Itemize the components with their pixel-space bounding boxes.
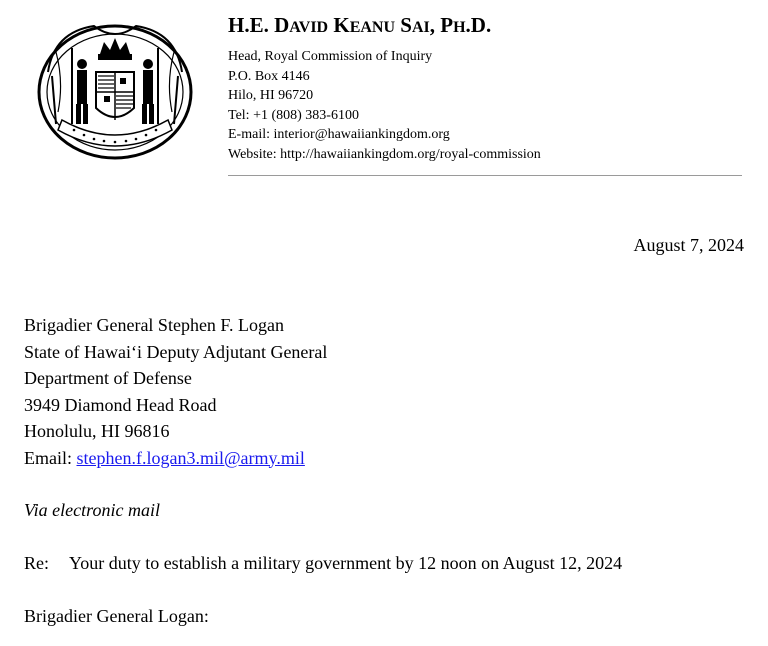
recipient-email-line bbox=[24, 445, 327, 472]
salutation: Brigadier General Logan: bbox=[24, 606, 209, 626]
recipient-name: Brigadier General Stephen F. Logan bbox=[24, 315, 284, 335]
recipient-position: State of Hawaiʻi Deputy Adjutant General bbox=[24, 341, 328, 362]
sender-city: Hilo, HI 96720 bbox=[228, 88, 314, 103]
subject-text: Your duty to establish a military government by 12 noon on August 12, 2024 bbox=[69, 553, 623, 573]
recipient-email-link[interactable]: stephen.f.logan3.mil@army.mil bbox=[76, 447, 305, 468]
sender-po-box: P.O. Box 4146 bbox=[228, 68, 310, 84]
letterhead-divider bbox=[228, 175, 742, 176]
sender-title: Head, Royal Commission of Inquiry bbox=[228, 49, 433, 64]
recipient-city: Honolulu, HI 96816 bbox=[24, 421, 170, 441]
letterhead bbox=[228, 12, 748, 164]
recipient-address bbox=[24, 312, 327, 471]
sender-tel: Tel: +1 (808) 383-6100 bbox=[228, 107, 359, 123]
delivery-method: Via electronic mail bbox=[24, 500, 160, 520]
subject-line bbox=[24, 553, 622, 574]
letter-date: August 7, 2024 bbox=[633, 235, 744, 255]
sender-email: E-mail: interior@hawaiiankingdom.org bbox=[228, 127, 450, 142]
recipient-email-label: Email: bbox=[24, 447, 77, 468]
sender-name: H.E. DAVID KEANU SAI, PH.D. bbox=[228, 13, 492, 37]
recipient-street: 3949 Diamond Head Road bbox=[24, 394, 217, 415]
subject-label: Re: bbox=[24, 553, 49, 573]
recipient-department: Department of Defense bbox=[24, 368, 192, 388]
sender-website: Website: http://hawaiiankingdom.org/royal-commission bbox=[228, 146, 541, 162]
hawaiian-kingdom-coat-of-arms-icon bbox=[34, 12, 196, 162]
